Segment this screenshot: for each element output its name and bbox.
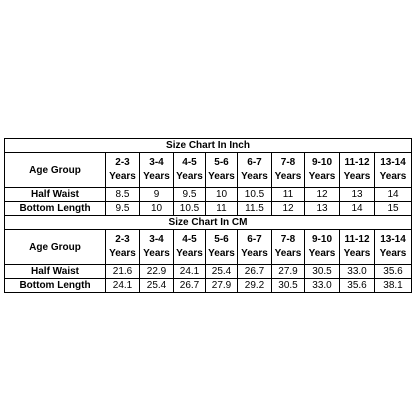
age-range: 5-6 <box>214 157 229 168</box>
age-range: 4-5 <box>182 234 197 245</box>
measurement-value: 24.1 <box>106 279 140 293</box>
measurement-value: 13 <box>340 188 375 202</box>
size-chart-body <box>5 139 412 293</box>
years-word: Years <box>274 248 302 259</box>
age-range-header <box>272 230 305 265</box>
age-range: 2-3 <box>115 234 130 245</box>
measurement-value: 27.9 <box>206 279 238 293</box>
age-range-header <box>375 230 412 265</box>
measurement-value: 15 <box>375 202 412 216</box>
years-word: Years <box>143 171 170 182</box>
age-group-label: Age Group <box>5 153 106 188</box>
age-range: 4-5 <box>182 157 197 168</box>
measurement-value: 14 <box>340 202 375 216</box>
age-range: 3-4 <box>149 234 164 245</box>
cm-age-header-row <box>5 230 412 265</box>
age-range-header <box>340 153 375 188</box>
measurement-value: 8.5 <box>106 188 140 202</box>
measurement-value: 12 <box>305 188 340 202</box>
age-range-header <box>305 230 340 265</box>
measurement-value: 9.5 <box>106 202 140 216</box>
age-range: 11-12 <box>344 234 370 245</box>
age-range-header <box>140 230 174 265</box>
years-word: Years <box>176 248 203 259</box>
age-range-header <box>375 153 412 188</box>
years-word: Years <box>241 171 268 182</box>
age-range-header <box>174 230 206 265</box>
cm-section-title: Size Chart In CM <box>5 216 412 230</box>
measurement-value: 27.9 <box>272 265 305 279</box>
years-word: Years <box>109 171 136 182</box>
measurement-value: 25.4 <box>206 265 238 279</box>
inch-section-title: Size Chart In Inch <box>5 139 412 153</box>
age-range: 6-7 <box>247 157 262 168</box>
age-range-header <box>174 153 206 188</box>
years-word: Years <box>343 248 371 259</box>
years-word: Years <box>143 248 170 259</box>
measurement-value: 25.4 <box>140 279 174 293</box>
measurement-value: 26.7 <box>174 279 206 293</box>
years-word: Years <box>241 248 268 259</box>
age-range: 7-8 <box>280 157 296 168</box>
measurement-value: 10 <box>206 188 238 202</box>
age-range: 11-12 <box>344 157 370 168</box>
years-word: Years <box>208 248 235 259</box>
age-range-header <box>140 153 174 188</box>
measurement-value: 10.5 <box>174 202 206 216</box>
measurement-value: 33.0 <box>305 279 340 293</box>
measurement-value: 35.6 <box>340 279 375 293</box>
years-word: Years <box>109 248 136 259</box>
measurement-value: 38.1 <box>375 279 412 293</box>
age-range: 9-10 <box>311 157 332 168</box>
cm-title-row <box>5 216 412 230</box>
table-row <box>5 188 412 202</box>
age-range: 3-4 <box>149 157 164 168</box>
age-range-header <box>206 153 238 188</box>
measurement-value: 33.0 <box>340 265 375 279</box>
measurement-value: 13 <box>305 202 340 216</box>
measurement-value: 35.6 <box>375 265 412 279</box>
measurement-value: 22.9 <box>140 265 174 279</box>
measurement-value: 9.5 <box>174 188 206 202</box>
measurement-label: Bottom Length <box>5 279 106 293</box>
age-range: 2-3 <box>115 157 130 168</box>
years-word: Years <box>208 171 235 182</box>
age-range: 7-8 <box>280 234 296 245</box>
age-range-header <box>238 153 272 188</box>
age-range: 9-10 <box>311 234 332 245</box>
years-word: Years <box>274 171 302 182</box>
measurement-value: 30.5 <box>305 265 340 279</box>
measurement-value: 11 <box>206 202 238 216</box>
age-range: 13-14 <box>380 234 406 245</box>
years-word: Years <box>379 248 407 259</box>
age-group-label: Age Group <box>5 230 106 265</box>
table-row <box>5 202 412 216</box>
measurement-value: 30.5 <box>272 279 305 293</box>
years-word: Years <box>343 171 371 182</box>
measurement-value: 21.6 <box>106 265 140 279</box>
table-row <box>5 265 412 279</box>
measurement-value: 9 <box>140 188 174 202</box>
measurement-label: Half Waist <box>5 265 106 279</box>
age-range: 6-7 <box>247 234 262 245</box>
measurement-value: 12 <box>272 202 305 216</box>
age-range: 5-6 <box>214 234 229 245</box>
measurement-label: Bottom Length <box>5 202 106 216</box>
years-word: Years <box>379 171 407 182</box>
measurement-label: Half Waist <box>5 188 106 202</box>
measurement-value: 11.5 <box>238 202 272 216</box>
measurement-value: 26.7 <box>238 265 272 279</box>
age-range-header <box>106 230 140 265</box>
age-range: 13-14 <box>380 157 406 168</box>
table-row <box>5 279 412 293</box>
years-word: Years <box>308 171 336 182</box>
measurement-value: 11 <box>272 188 305 202</box>
measurement-value: 10.5 <box>238 188 272 202</box>
age-range-header <box>305 153 340 188</box>
age-range-header <box>340 230 375 265</box>
measurement-value: 10 <box>140 202 174 216</box>
inch-title-row <box>5 139 412 153</box>
age-range-header <box>106 153 140 188</box>
age-range-header <box>206 230 238 265</box>
age-range-header <box>272 153 305 188</box>
measurement-value: 24.1 <box>174 265 206 279</box>
measurement-value: 29.2 <box>238 279 272 293</box>
years-word: Years <box>308 248 336 259</box>
inch-age-header-row <box>5 153 412 188</box>
measurement-value: 14 <box>375 188 412 202</box>
size-chart <box>4 138 411 293</box>
years-word: Years <box>176 171 203 182</box>
age-range-header <box>238 230 272 265</box>
size-chart-table <box>4 138 412 293</box>
